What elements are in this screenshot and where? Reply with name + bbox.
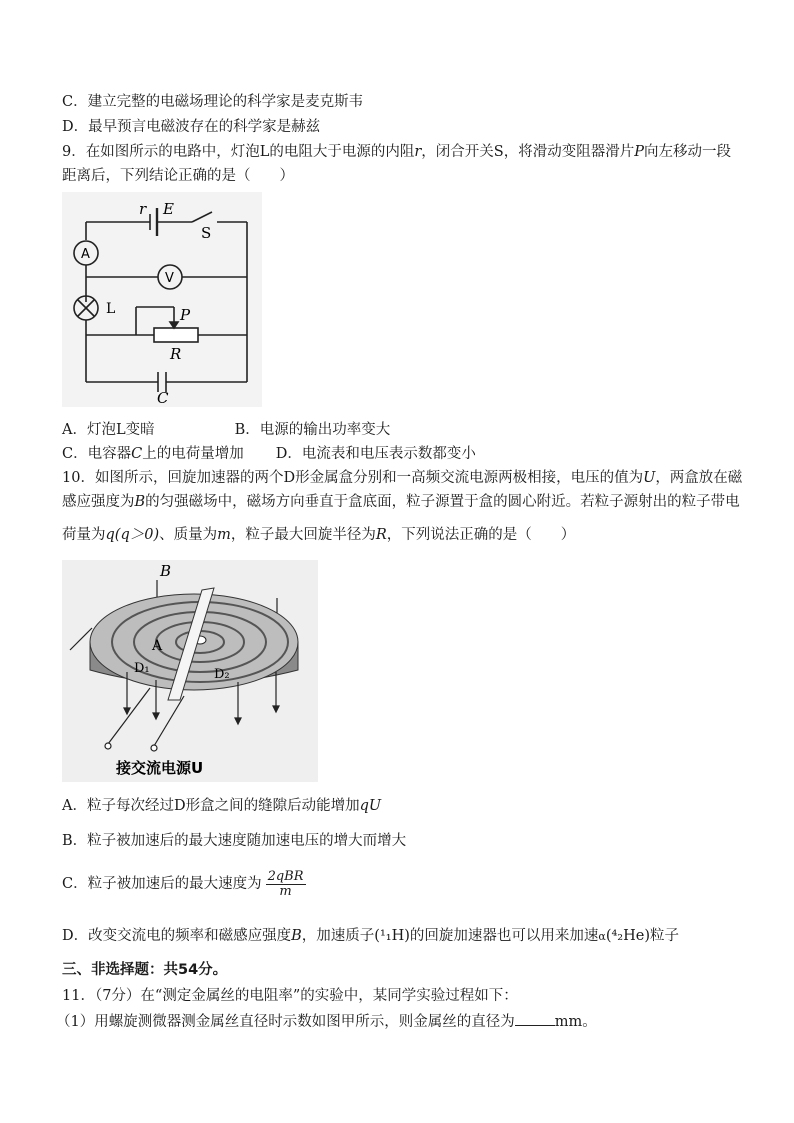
answer-blank[interactable] — [515, 1011, 555, 1026]
question-10-stem-cont2: 荷量为q(q＞0)、质量为m，粒子最大回旋半径为R，下列说法正确的是（ ） — [62, 527, 576, 543]
circuit-diagram — [62, 192, 262, 407]
question-10-option-a: A．粒子每次经过D形盒之间的缝隙后动能增加qU — [62, 798, 382, 814]
label-L: L — [106, 301, 116, 317]
question-10-stem-cont: 感应强度为B的匀强磁场中，磁场方向垂直于盒底面，粒子源置于盒的圆心附近。若粒子源射出的粒子带电 — [62, 494, 740, 510]
label-r: r — [139, 200, 147, 218]
max-speed-fraction: $\frac{\text{2qBR}}{m}$ — [267, 868, 304, 899]
label-A: A — [152, 638, 163, 654]
label-P: P — [180, 306, 191, 324]
label-E: E — [163, 200, 174, 218]
question-11-stem: 11．（7分）在“测定金属丝的电阻率”的实验中，某同学实验过程如下： — [62, 988, 518, 1004]
label-B: B — [160, 562, 172, 580]
cyclotron-caption: 接交流电源U — [116, 759, 204, 777]
label-D1: D₁ — [134, 661, 150, 676]
question-9-options-row2: C．电容器C上的电荷量增加 D．电流表和电压表示数都变小 — [62, 446, 476, 462]
section-3-heading: 三、非选择题：共54分。 — [62, 962, 228, 978]
label-C: C — [157, 389, 169, 407]
voltmeter-label: V — [165, 271, 174, 286]
label-S: S — [201, 224, 212, 242]
question-10-option-d: D．改变交流电的频率和磁感应强度B，加速质子(¹₁H)的回旋加速器也可以用来加速α(⁴₂He)粒子 — [62, 928, 679, 944]
question-10-option-c: C．粒子被加速后的最大速度为 $\frac{\text{2qBR}}{m}$ — [62, 868, 304, 899]
label-R: R — [170, 345, 182, 363]
question-9-stem-cont: 距离后，下列结论正确的是（ ） — [62, 168, 294, 184]
question-9-stem: 9．在如图所示的电路中，灯泡L的电阻大于电源的内阻r，闭合开关S，将滑动变阻器滑片P向左移动一段 — [62, 144, 731, 160]
cyclotron-diagram — [62, 560, 318, 782]
label-D2: D₂ — [214, 667, 230, 682]
option-line: D．最早预言电磁波存在的科学家是赫兹 — [62, 119, 321, 135]
question-11-part-1: （1）用螺旋测微器测金属丝直径时示数如图甲所示，则金属丝的直径为 mm。 — [56, 1011, 597, 1032]
question-10-stem: 10．如图所示，回旋加速器的两个D形金属盒分别和一高频交流电源两极相接，电压的值为U，两盒放在磁 — [62, 470, 743, 486]
question-10-option-b: B．粒子被加速后的最大速度随加速电压的增大而增大 — [62, 833, 407, 849]
option-line: C．建立完整的电磁场理论的科学家是麦克斯韦 — [62, 94, 364, 110]
ammeter-label: A — [81, 247, 90, 262]
question-9-options-row1: A．灯泡L变暗 B．电源的输出功率变大 — [62, 422, 391, 438]
